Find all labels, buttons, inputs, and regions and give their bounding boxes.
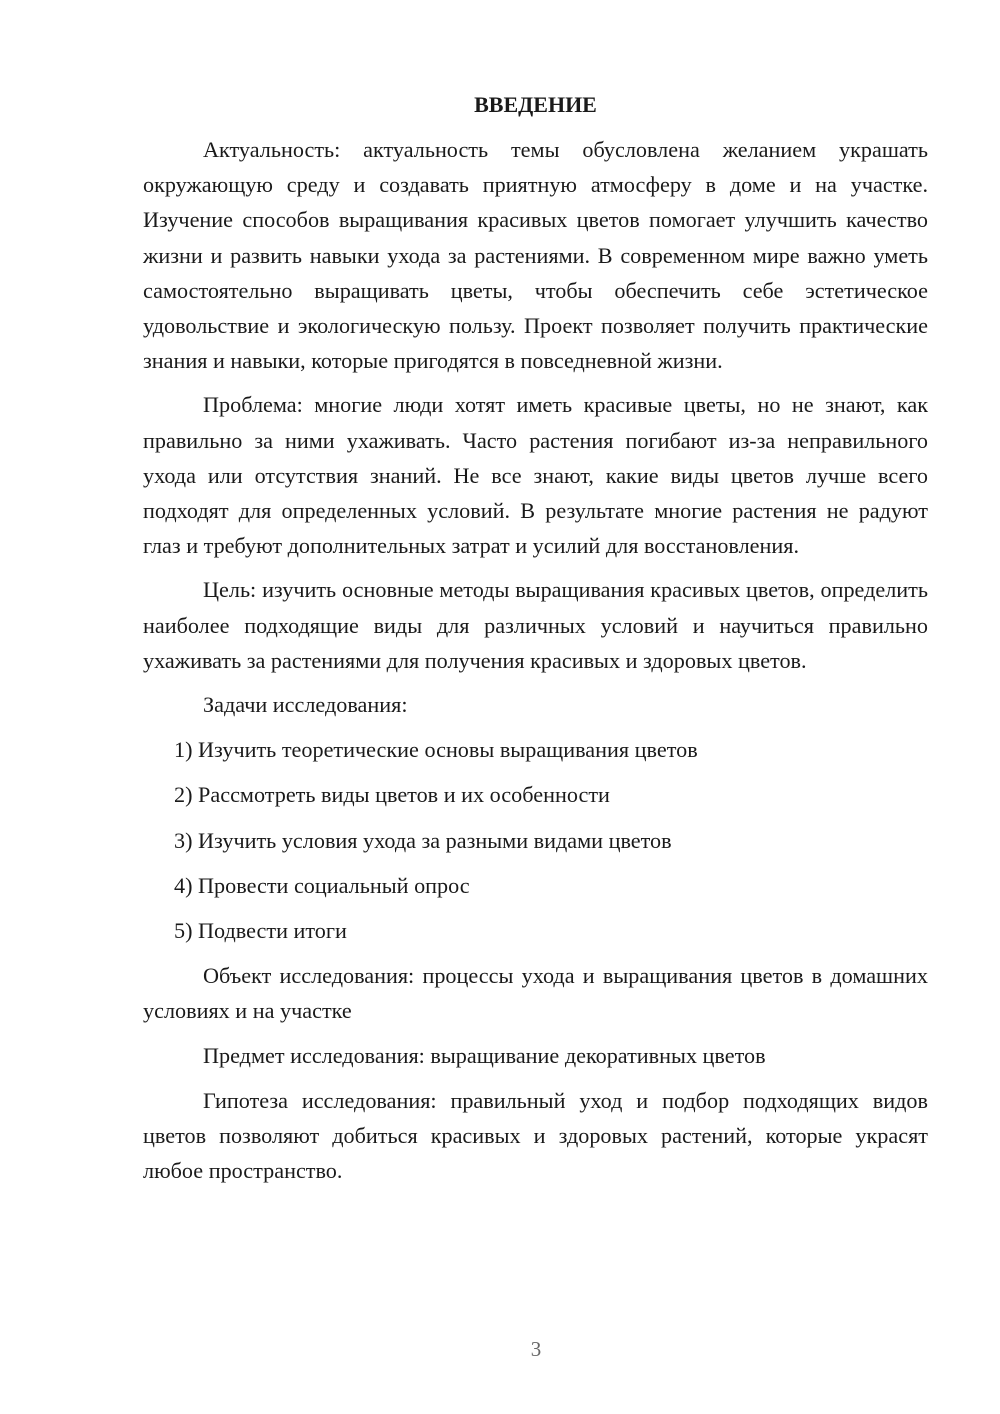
section-title: ВВЕДЕНИЕ [474,92,597,117]
problem-paragraph: Проблема: многие люди хотят иметь красивые цветы, но не знают, как правильно за ними ухаживать. Часто растения погибают из-за неправильного ухода или отсутствия знаний. Не все знают, какие виды цветов лучше всего подходят для определенных условий. В результате многие растения не радуют глаз и требуют дополнительных затрат и усилий для восстановления. [143,392,928,559]
relevance-paragraph: Актуальность: актуальность темы обусловлена желанием украшать окружающую среду и создавать приятную атмосферу в доме и на участке. Изучение способов выращивания красивых цветов помогает улучшить качество жизни и развить навыки ухода за растениями. В современном мире важно уметь самостоятельно выращивать цветы, чтобы обеспечить себе эстетическое удовольствие и экологическую пользу. Проект позволяет получить практические знания и навыки, которые пригодятся в повседневной жизни. [143,137,928,374]
page-number: 3 [530,1337,542,1361]
document-page [143,90,928,1197]
task-item: 1) Изучить теоретические основы выращивания цветов [174,737,698,763]
task-item: 2) Рассмотреть виды цветов и их особенности [174,782,610,808]
task-item: 3) Изучить условия ухода за разными видами цветов [174,827,672,853]
subject-paragraph: Предмет исследования: выращивание декоративных цветов [203,1042,766,1068]
hypothesis-paragraph: Гипотеза исследования: правильный уход и подбор подходящих видов цветов позволяют добиться красивых и здоровых растений, которые украсят любое пространство. [143,1087,928,1184]
tasks-list [143,732,928,948]
goal-paragraph: Цель: изучить основные методы выращивания красивых цветов, определить наиболее подходящие виды для различных условий и научиться правильно ухаживать за растениями для получения красивых и здоровых цветов. [143,577,928,673]
object-paragraph: Объект исследования: процессы ухода и выращивания цветов в домашних условиях и на участке [143,963,928,1024]
task-item: 5) Подвести итоги [174,918,347,944]
tasks-heading: Задачи исследования: [203,692,408,718]
task-item: 4) Провести социальный опрос [174,872,470,898]
